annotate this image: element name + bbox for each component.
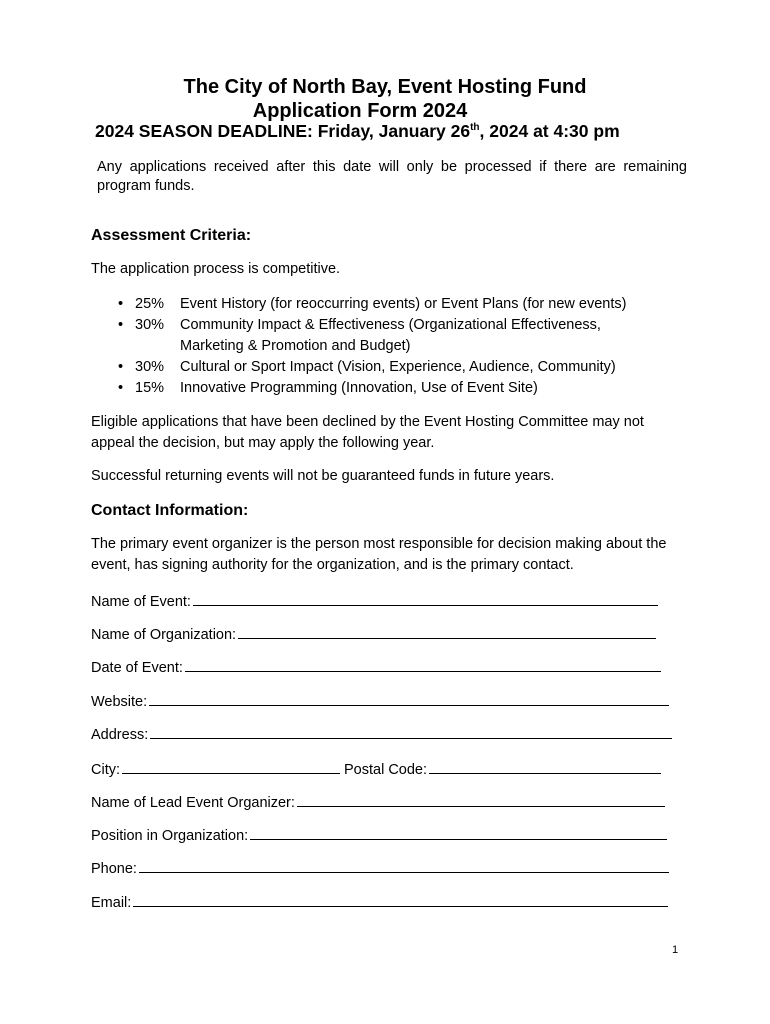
event-name-field[interactable]	[193, 590, 658, 606]
address-label: Address:	[91, 727, 149, 743]
city-label: City:	[91, 762, 120, 778]
page-number: 1	[672, 944, 679, 956]
event-date-field[interactable]	[185, 656, 661, 672]
event-date-row	[91, 656, 661, 676]
criteria-weight: 30%	[135, 359, 165, 375]
bullet-icon: •	[118, 380, 124, 396]
address-field[interactable]	[150, 723, 672, 739]
deadline-text: 2024 SEASON DEADLINE: Friday, January 26	[95, 121, 471, 141]
email-label: Email:	[91, 895, 132, 911]
email-field[interactable]	[133, 891, 668, 907]
form-subtitle: Application Form 2024	[252, 100, 468, 122]
phone-field[interactable]	[139, 857, 669, 873]
position-label: Position in Organization:	[91, 828, 249, 844]
event-name-label: Name of Event:	[91, 594, 191, 610]
position-row	[91, 824, 667, 844]
organization-name-label: Name of Organization:	[91, 627, 237, 643]
criteria-description-line: Community Impact & Effectiveness (Organizational Effectiveness,	[180, 317, 601, 333]
lead-organizer-row	[91, 791, 665, 811]
city-field[interactable]	[122, 758, 340, 774]
website-row	[91, 690, 669, 710]
postal-code-label: Postal Code:	[344, 762, 428, 778]
returning-events-note: Successful returning events will not be guaranteed funds in future years.	[91, 468, 555, 484]
organization-name-row	[91, 623, 656, 643]
event-name-row	[91, 590, 658, 610]
phone-row	[91, 857, 669, 877]
postal-code-field[interactable]	[429, 758, 661, 774]
lead-organizer-field[interactable]	[297, 791, 665, 807]
criteria-weight: 15%	[135, 380, 165, 396]
criteria-description	[180, 315, 660, 357]
criteria-weight: 25%	[135, 296, 165, 312]
contact-intro: The primary event organizer is the person most responsible for decision making about the event, has signing authority for the organization, and is the primary contact.	[91, 536, 667, 573]
contact-information-heading: Contact Information:	[91, 502, 249, 519]
criteria-description-line: Marketing & Promotion and Budget)	[180, 338, 411, 354]
event-date-label: Date of Event:	[91, 660, 183, 676]
deadline-ordinal: th	[470, 122, 480, 133]
criteria-description: Cultural or Sport Impact (Vision, Experience, Audience, Community)	[180, 359, 616, 375]
assessment-intro: The application process is competitive.	[91, 261, 341, 277]
address-row	[91, 723, 672, 743]
declined-applications-note: Eligible applications that have been declined by the Event Hosting Committee may not appeal the decision, but may apply the following year.	[91, 414, 644, 451]
criteria-description: Event History (for reoccurring events) or Event Plans (for new events)	[180, 296, 627, 312]
criteria-weight: 30%	[135, 317, 165, 333]
city-postal-row	[91, 758, 661, 778]
lead-organizer-label: Name of Lead Event Organizer:	[91, 795, 295, 811]
bullet-icon: •	[118, 359, 124, 375]
form-title: The City of North Bay, Event Hosting Fund	[183, 76, 587, 98]
bullet-icon: •	[118, 317, 124, 333]
criteria-description: Innovative Programming (Innovation, Use of Event Site)	[180, 380, 538, 396]
website-label: Website:	[91, 694, 148, 710]
position-field[interactable]	[250, 824, 667, 840]
email-row	[91, 891, 668, 911]
website-field[interactable]	[149, 690, 669, 706]
phone-label: Phone:	[91, 861, 137, 877]
assessment-criteria-heading: Assessment Criteria:	[91, 227, 252, 244]
late-applications-notice: Any applications received after this date will only be processed if there are remaining program funds.	[97, 159, 687, 194]
bullet-icon: •	[118, 296, 124, 312]
deadline-time: , 2024 at 4:30 pm	[479, 121, 620, 141]
organization-name-field[interactable]	[238, 623, 656, 639]
season-deadline	[95, 121, 620, 142]
